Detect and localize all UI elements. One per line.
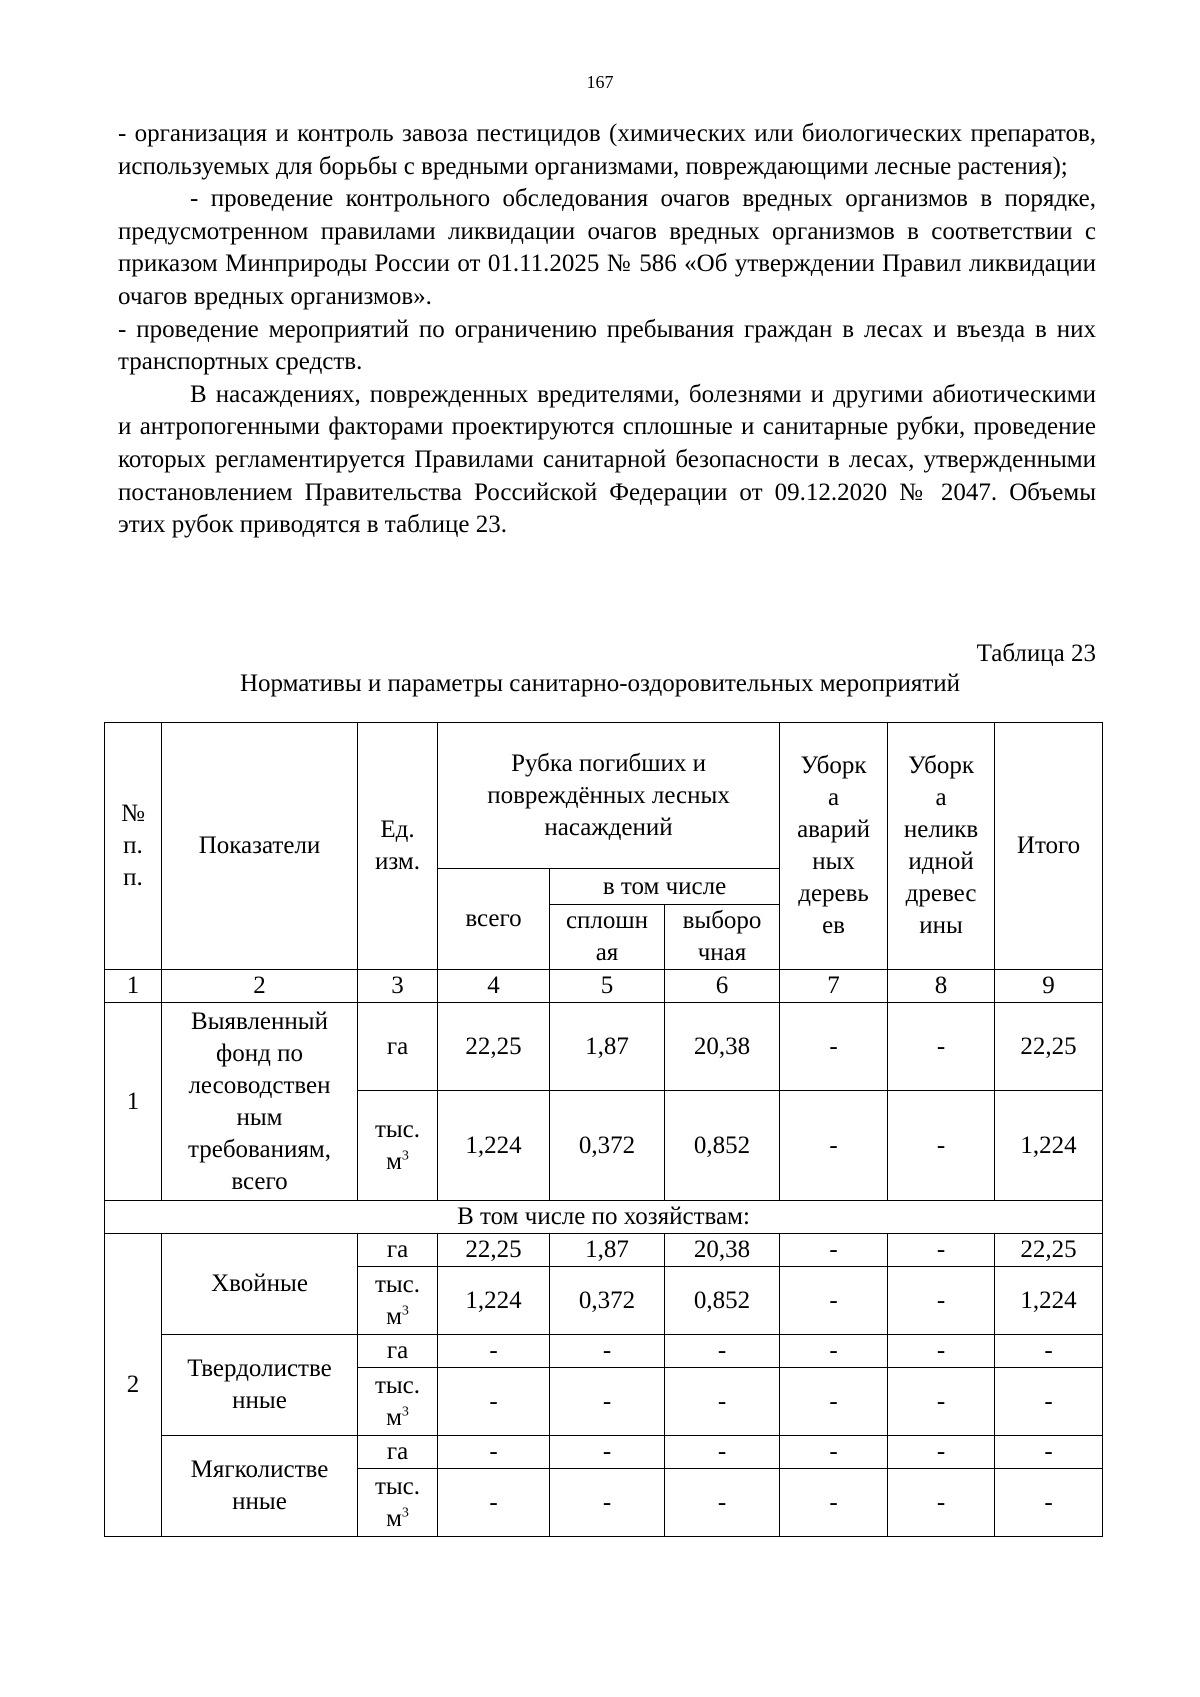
header-felling: Рубка погибших и повреждённых лесных насаждений (438, 723, 780, 869)
value-cell: 0,372 (550, 1267, 665, 1335)
value-cell: - (780, 1436, 888, 1469)
unit-cell: тыс. $м^3$ (358, 1469, 438, 1537)
table-row (105, 1335, 1103, 1368)
row-indicator: Хвойные (162, 1234, 358, 1335)
column-number: 5 (550, 970, 665, 1003)
value-cell: 1,224 (438, 1267, 550, 1335)
value-cell: 0,372 (550, 1091, 665, 1201)
header-unit: Ед. изм. (358, 723, 438, 970)
value-cell: - (780, 1003, 888, 1091)
header-illiquid-wood: Уборк а неликв идной древес ины (888, 723, 995, 970)
value-cell: - (550, 1469, 665, 1537)
row-indicator: Мягколистве нные (162, 1436, 358, 1537)
value-cell: - (780, 1335, 888, 1368)
page-number: 167 (586, 72, 614, 92)
value-cell: - (995, 1368, 1103, 1436)
table-title: Нормативы и параметры санитарно-оздоровительных мероприятий (239, 670, 961, 697)
value-cell: - (665, 1436, 780, 1469)
column-number: 1 (105, 970, 162, 1003)
section-label: В том числе по хозяйствам: (105, 1201, 1103, 1234)
value-cell: - (888, 1091, 995, 1201)
column-number: 7 (780, 970, 888, 1003)
table-row (105, 1003, 1103, 1091)
header-selective: выборо чная (665, 905, 780, 970)
header-total: Итого (995, 723, 1103, 970)
column-number: 2 (162, 970, 358, 1003)
value-cell: - (665, 1368, 780, 1436)
header-solid: сплошн ая (550, 905, 665, 970)
value-cell: 1,87 (550, 1234, 665, 1267)
value-cell: - (665, 1335, 780, 1368)
value-cell: - (438, 1436, 550, 1469)
row-number: 2 (105, 1234, 162, 1537)
value-cell: - (888, 1335, 995, 1368)
value-cell: 1,224 (438, 1091, 550, 1201)
column-numbers-row (105, 970, 1103, 1003)
unit-cell: тыс. $м^3$ (358, 1368, 438, 1436)
value-cell: - (888, 1368, 995, 1436)
value-cell: 22,25 (438, 1234, 550, 1267)
value-cell: 20,38 (665, 1003, 780, 1091)
value-cell: 1,224 (995, 1091, 1103, 1201)
value-cell: - (888, 1003, 995, 1091)
value-cell: - (780, 1267, 888, 1335)
paragraph-restrictions: - проведение мероприятий по ограничению пребывания граждан в лесах и въезда в них транспортных средств. (118, 315, 1096, 376)
value-cell: 1,87 (550, 1003, 665, 1091)
value-cell: - (550, 1335, 665, 1368)
value-cell: 22,25 (438, 1003, 550, 1091)
header-indicators: Показатели (162, 723, 358, 970)
unit-cell: тыс. $м^3$ (358, 1267, 438, 1335)
row-indicator: Твердолистве нные (162, 1335, 358, 1436)
value-cell: - (995, 1469, 1103, 1537)
column-number: 8 (888, 970, 995, 1003)
unit-cell: га (358, 1436, 438, 1469)
column-number: 6 (665, 970, 780, 1003)
table-row (105, 1234, 1103, 1267)
value-cell: - (888, 1234, 995, 1267)
value-cell: - (995, 1335, 1103, 1368)
table-number-label: Таблица 23 (976, 640, 1096, 667)
paragraph-inspection: - проведение контрольного обследования очагов вредных организмов в порядке, предусмотренном правилами ликвидации очагов вредных организмов в соответствии с приказом Минприроды России от 01.11.2025 № 586 «Об утверждении Правил ликвидации очагов вредных организмов». (118, 185, 1096, 310)
value-cell: 22,25 (995, 1003, 1103, 1091)
column-number: 4 (438, 970, 550, 1003)
value-cell: - (995, 1436, 1103, 1469)
unit-cell: га (358, 1234, 438, 1267)
column-number: 3 (358, 970, 438, 1003)
header-all: всего (438, 869, 550, 970)
unit-cell: тыс. $м^3$ (358, 1091, 438, 1201)
value-cell: - (780, 1234, 888, 1267)
value-cell: - (550, 1368, 665, 1436)
value-cell: 20,38 (665, 1234, 780, 1267)
value-cell: 1,224 (995, 1267, 1103, 1335)
value-cell: 22,25 (995, 1234, 1103, 1267)
column-number: 9 (995, 970, 1103, 1003)
value-cell: 0,852 (665, 1267, 780, 1335)
unit-cell: га (358, 1335, 438, 1368)
body-text (118, 118, 1096, 542)
value-cell: - (888, 1436, 995, 1469)
value-cell: - (780, 1091, 888, 1201)
unit-cell: га (358, 1003, 438, 1091)
value-cell: - (438, 1368, 550, 1436)
value-cell: - (550, 1436, 665, 1469)
header-num: № п. п. (105, 723, 162, 970)
header-including: в том числе (550, 869, 780, 905)
section-row (105, 1201, 1103, 1234)
row-number: 1 (105, 1003, 162, 1201)
value-cell: - (438, 1469, 550, 1537)
value-cell: - (665, 1469, 780, 1537)
value-cell: - (780, 1368, 888, 1436)
value-cell: - (888, 1469, 995, 1537)
value-cell: - (438, 1335, 550, 1368)
sanitary-measures-table (104, 722, 1103, 1537)
value-cell: - (888, 1267, 995, 1335)
value-cell: - (780, 1469, 888, 1537)
table-row (105, 1436, 1103, 1469)
row-indicator: Выявленный фонд по лесоводствен ным требованиям, всего (162, 1003, 358, 1201)
paragraph-sanitary-felling: В насаждениях, поврежденных вредителями, болезнями и другими абиотическими и антропогенными факторами проектируются сплошные и санитарные рубки, проведение которых регламентируется Правилами санитарной безопасности в лесах, утвержденными постановлением Правительства Российской Федерации от 09.12.2020 № 2047. Объемы этих рубок приводятся в таблице 23. (118, 380, 1096, 539)
header-emergency-trees: Уборк а аварий ных деревь ев (780, 723, 888, 970)
value-cell: 0,852 (665, 1091, 780, 1201)
paragraph-pesticides: - организация и контроль завоза пестицидов (химических или биологических препаратов, используемых для борьбы с вредными организмами, повреждающими лесные растения); (118, 120, 1096, 180)
